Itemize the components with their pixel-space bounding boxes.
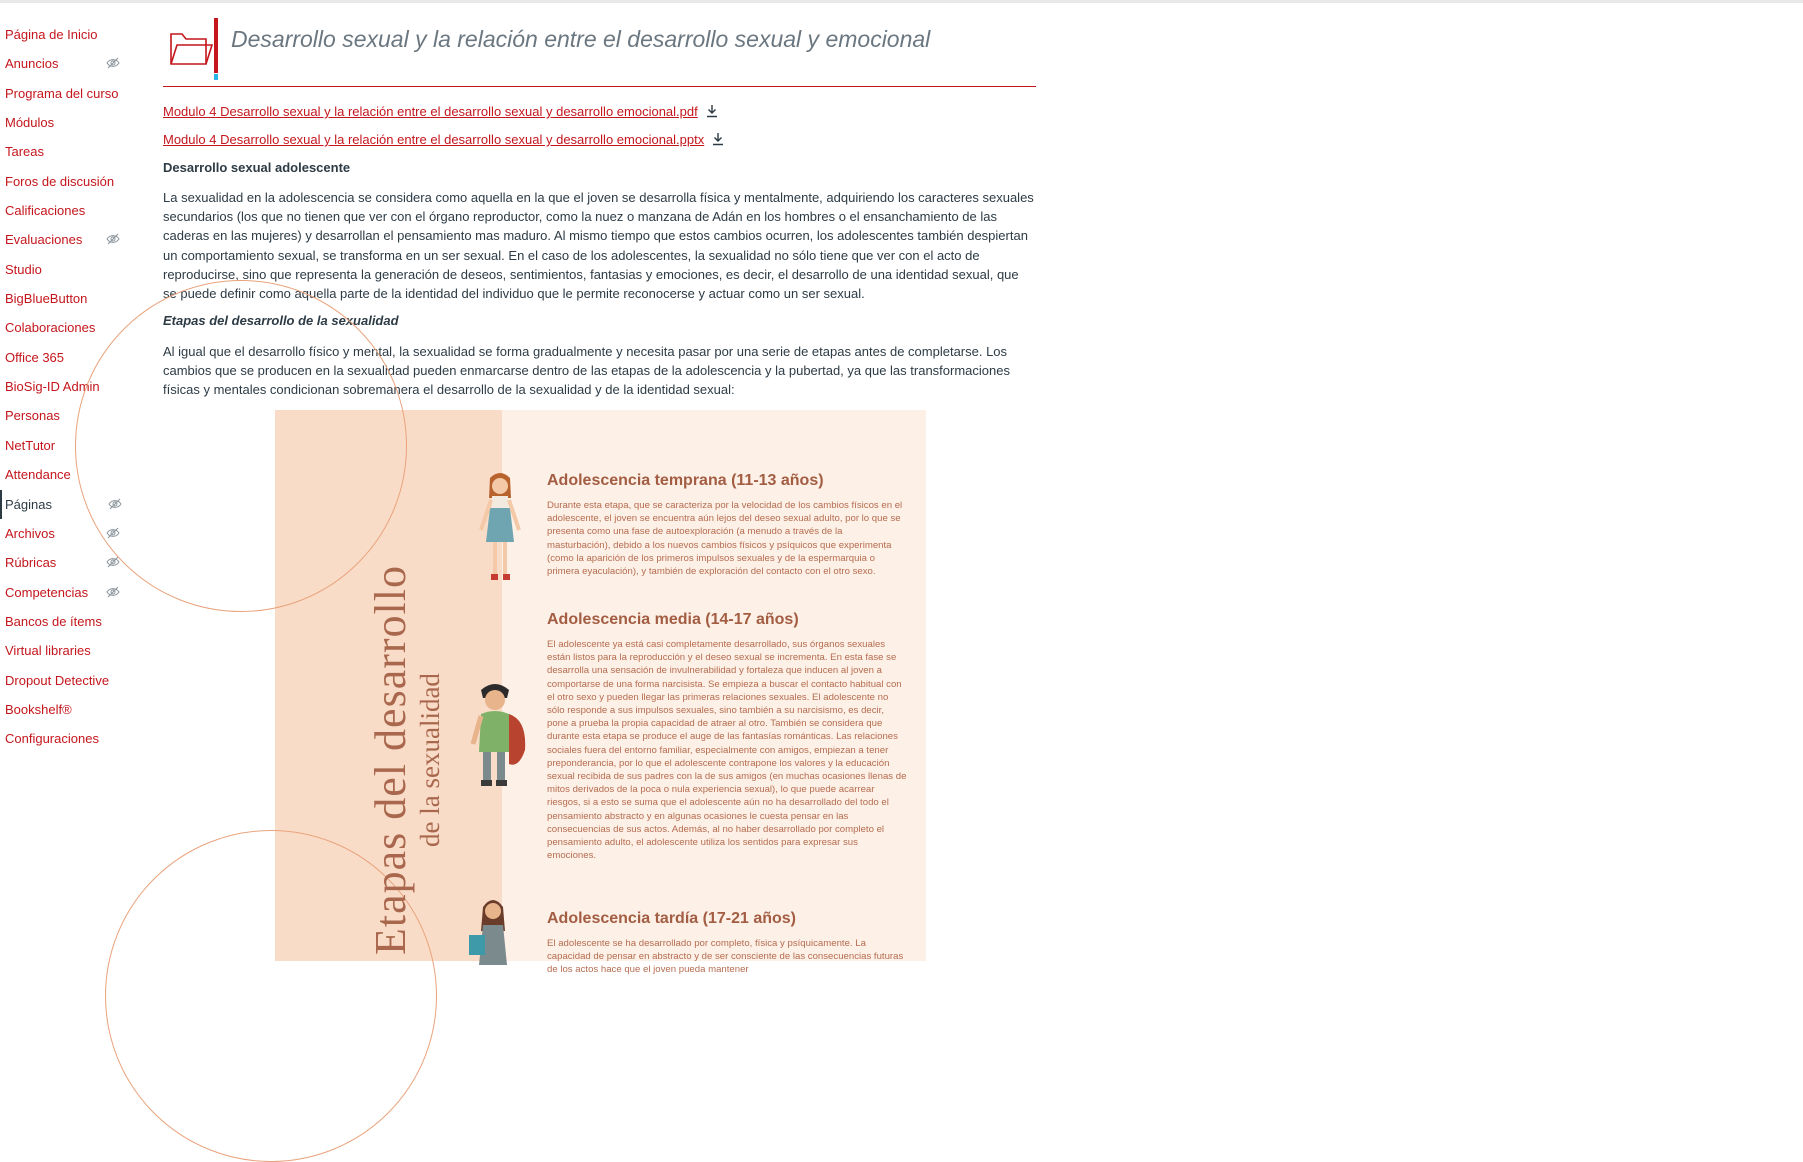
- file-link-pptx[interactable]: [163, 132, 725, 147]
- sidebar-item-label: Rúbricas: [5, 555, 57, 571]
- sidebar-item-virtual-libraries[interactable]: [0, 636, 130, 665]
- sidebar-item-rubricas[interactable]: [0, 548, 130, 577]
- page-header: [163, 18, 1036, 87]
- sidebar-item-label: NetTutor: [5, 437, 56, 453]
- sidebar-item-bigbluebutton[interactable]: [0, 284, 130, 313]
- top-border: [0, 0, 1803, 3]
- paragraph-sexualidad: La sexualidad en la adolescencia se considera como aquella en la que el joven se desarrolla física y mentalmente, adquiriendo los caracteres sexuales secundarios (los que no tienen que ver con el órgano reproductor, como la nuez o manzana de Adán en los hombres o el ensanchamiento de las caderas en las mujeres) y desarrollan el pensamiento mas maduro. Al mismo tiempo que estos cambios ocurren, los adolescentes también despiertan un comportamiento sexual, se transforma en un ser sexual. En el caso de los adolescentes, la sexualidad no sólo tiene que ver con el acto de reproducirse, sino que representa la generación de deseos, sentimientos, fantasias y emociones, es decir, el desarrollo de una identidad sexual, que se puede definir como aquella parte de la identidad del individuo que le permite reconocerse y actuar como un ser sexual.: [163, 190, 1034, 302]
- stage-text: El adolescente se ha desarrollado por completo, física y psíquicamente. La capacidad de pensar en abstracto y de ser consciente de las consecuencias futuras de los actos hace que el joven pueda mantener: [547, 938, 904, 976]
- sidebar-item-label: Personas: [5, 408, 60, 424]
- sidebar-item-label: Programa del curso: [5, 85, 119, 101]
- file-link-label: Modulo 4 Desarrollo sexual y la relación entre el desarrollo sexual y desarrollo emocional.pptx: [163, 132, 705, 147]
- sidebar-item-label: Dropout Detective: [5, 672, 110, 688]
- young-woman-illustration-icon: [463, 895, 523, 965]
- infographic-subtitle: de la sexualidad: [415, 673, 445, 847]
- sidebar-item-label: Attendance: [5, 467, 71, 483]
- title-accent-tick: [214, 74, 218, 80]
- sidebar-item-dropout-detective[interactable]: [0, 666, 130, 695]
- eye-slash-icon: [106, 586, 120, 598]
- sidebar-item-label: Colaboraciones: [5, 320, 96, 336]
- folder-icon: [168, 24, 213, 72]
- sidebar-item-studio[interactable]: [0, 255, 130, 284]
- stage-heading: Adolescencia media (14-17 años): [547, 611, 799, 628]
- sidebar-item-label: Página de Inicio: [5, 27, 98, 42]
- sidebar-item-label: BioSig-ID Admin: [5, 379, 100, 395]
- stage-text: Durante esta etapa, que se caracteriza por la velocidad de los cambios físicos en el adolescente, el joven se encuentra aún lejos del deseo sexual adulto, por lo que se presenta como una fase de autoexploración (a menudo a través de la masturbación), debido a los nuevos cambios físicos y psíquicos que experimenta (como la aparición de los primeros impulsos sexuales y de la espermarquia o primera eyaculación), y también de exploración del contacto con el otro sexo.: [547, 500, 903, 578]
- sidebar-item-label: Bookshelf®: [5, 701, 72, 717]
- eye-slash-icon: [106, 57, 120, 69]
- stage-heading: Adolescencia tardía (17-21 años): [547, 910, 796, 927]
- stage-heading: Adolescencia temprana (11-13 años): [547, 472, 824, 489]
- sidebar-item-label: BigBlueButton: [5, 291, 88, 307]
- sidebar-item-competencias[interactable]: [0, 578, 130, 607]
- sidebar-item-calificaciones[interactable]: [0, 196, 130, 225]
- sidebar-item-bancos-de-items[interactable]: [0, 607, 130, 636]
- stage-text: El adolescente ya está casi completamente desarrollado, sus órganos sexuales están listos para la reproducción y el deseo sexual se incrementa. En esta fase se desarrolla una sensación de invulnerabilidad y fortaleza que inducen al joven a comportarse de una forma narcisista. Se empieza a buscar el contacto habitual con el otro sexo y pueden llegar las primeras relaciones sexuales. El adolescente no sólo responde a sus impulsos sexuales, sino también a su narcisismo, es decir, pone a prueba la propia capacidad de atraer al otro. También se considera que durante esta etapa se produce el auge de las fantasías románticas. Las relaciones sociales fuera del entorno familiar, especialmente con amigos, empiezan a tener preponderancia, por lo que el adolescente contrapone los valores y la educación sexual recibida de sus padres con la de sus amigos (en muchas ocasiones llenas de mitos derivados de la poca o nula experiencia sexual), lo que puede acarrear riesgos, si a esto se suma que el adolescente aún no ha desarrollado del todo el pensamiento abstracto y en algunas ocasiones le cuesta pensar en las consecuencias de sus actos. Además, al no haber desarrollado por completo el pensamiento adulto, el adolescente utiliza los sentidos para expresar sus emociones.: [547, 639, 907, 862]
- sidebar-item-tareas[interactable]: [0, 137, 130, 166]
- title-accent-bar: [214, 18, 218, 73]
- sidebar-item-anuncios[interactable]: [0, 49, 130, 78]
- sidebar-item-configuraciones[interactable]: [0, 724, 130, 753]
- eye-slash-icon: [106, 233, 120, 245]
- sidebar-item-label: Configuraciones: [5, 731, 99, 747]
- paragraph-etapas: Al igual que el desarrollo físico y mental, la sexualidad se forma gradualmente y necesita pasar por una serie de etapas antes de completarse. Los cambios que se producen en la sexualidad pueden enmarcarse dentro de las etapas de la adolescencia y la pubertad, ya que las transformaciones físicas y mentales condicionan sobremanera el desarrollo de la sexualidad y de la identidad sexual:: [163, 344, 1010, 398]
- sidebar-item-label: Páginas: [5, 496, 52, 512]
- file-link-label: Modulo 4 Desarrollo sexual y la relación entre el desarrollo sexual y desarrollo emocional.pdf: [163, 104, 698, 119]
- girl-illustration-icon: [475, 470, 525, 585]
- download-icon[interactable]: [711, 132, 725, 146]
- sidebar-item-colaboraciones[interactable]: [0, 313, 130, 342]
- sidebar-item-label: Anuncios: [5, 56, 59, 72]
- sidebar-item-label: Office 365: [5, 349, 65, 365]
- sidebar-item-label: Virtual libraries: [5, 643, 91, 659]
- decorative-arc: [75, 280, 407, 612]
- sidebar-item-modulos[interactable]: [0, 108, 130, 137]
- sidebar-item-label: Foros de discusión: [5, 173, 115, 189]
- sidebar-item-label: Bancos de ítems: [5, 613, 102, 629]
- sidebar-item-label: Competencias: [5, 584, 89, 600]
- boy-illustration-icon: [463, 680, 533, 790]
- sidebar-item-label: Studio: [5, 261, 42, 277]
- download-icon[interactable]: [705, 104, 719, 118]
- infographic-image: [275, 410, 926, 976]
- sidebar-item-label: Módulos: [5, 115, 55, 131]
- sidebar-item-foros[interactable]: [0, 167, 130, 196]
- sidebar-item-label: Calificaciones: [5, 203, 86, 219]
- sidebar-item-bookshelf[interactable]: [0, 695, 130, 724]
- file-link-pdf[interactable]: [163, 104, 719, 119]
- sidebar-item-label: Evaluaciones: [5, 232, 83, 248]
- subheading-etapas: Etapas del desarrollo de la sexualidad: [163, 313, 399, 328]
- section-heading: Desarrollo sexual adolescente: [163, 160, 351, 175]
- sidebar-item-evaluaciones[interactable]: [0, 225, 130, 254]
- infographic-title: Etapas del desarrollo: [366, 565, 415, 955]
- sidebar-item-pagina-de-inicio[interactable]: [0, 20, 130, 49]
- sidebar-item-programa-del-curso[interactable]: [0, 79, 130, 108]
- sidebar-item-label: Tareas: [5, 144, 45, 160]
- page-title: Desarrollo sexual y la relación entre el desarrollo sexual y emocional: [231, 26, 931, 52]
- sidebar-item-label: Archivos: [5, 525, 55, 541]
